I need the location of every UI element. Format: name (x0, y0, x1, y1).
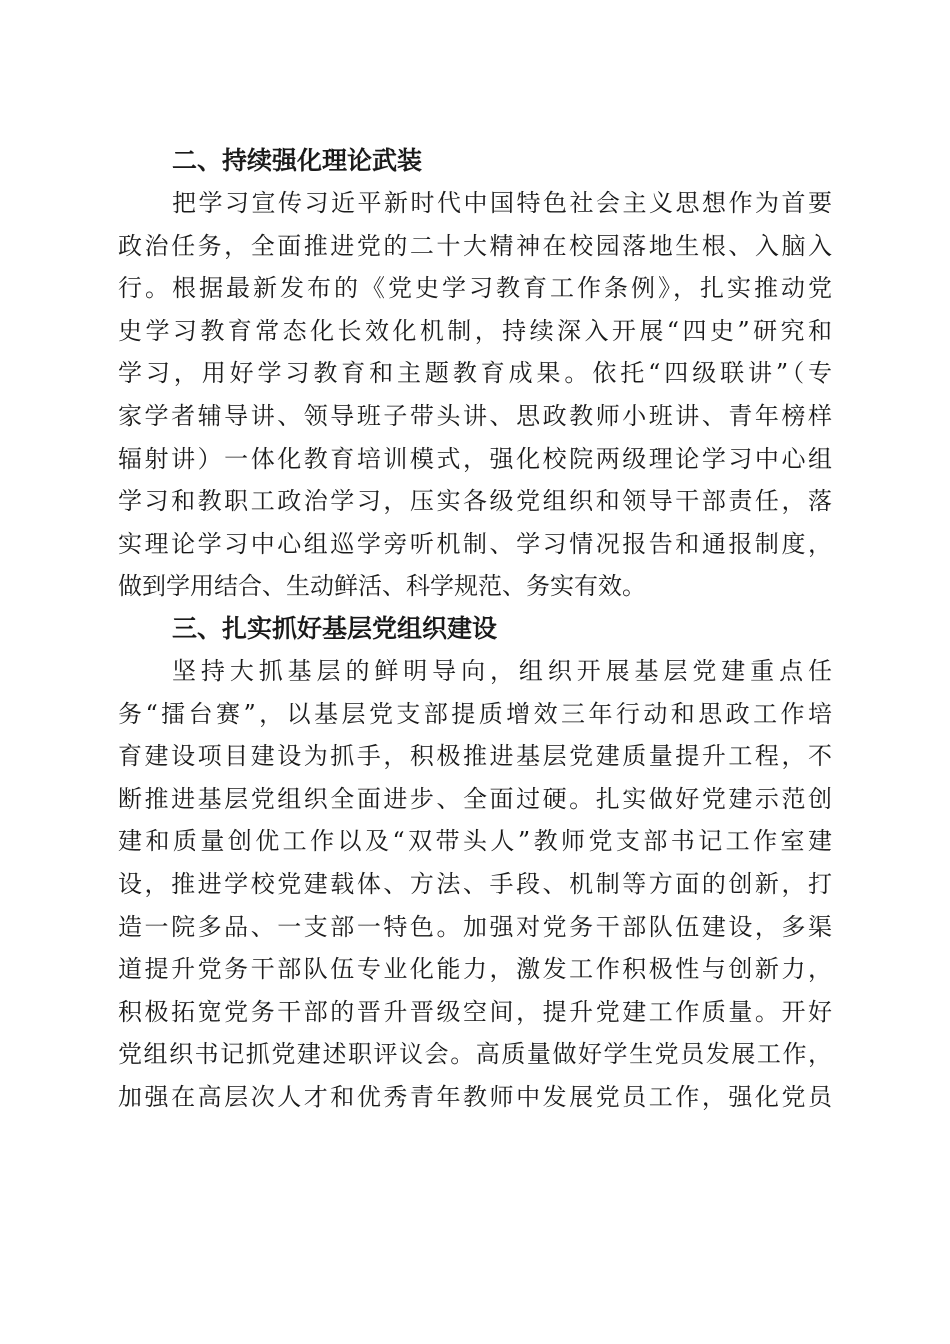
section-paragraph-grassroots (118, 650, 832, 1119)
text-line: 设，推进学校党建载体、方法、手段、机制等方面的创新，打 (118, 869, 832, 898)
text-line: 行。根据最新发布的《党史学习教育工作条例》，扎实推动党 (118, 274, 832, 303)
section-heading-theory: 二、持续强化理论武装 (172, 146, 423, 175)
text-line: 加强在高层次人才和优秀青年教师中发展党员工作，强化党员 (118, 1082, 832, 1111)
text-line: 学习和教职工政治学习，压实各级党组织和领导干部责任，落 (118, 487, 832, 516)
document-body (118, 140, 832, 1118)
text-line: 史学习教育常态化长效化机制，持续深入开展“四史”研究和 (118, 316, 832, 345)
text-line: 党组织书记抓党建述职评议会。高质量做好学生党员发展工作， (118, 1040, 832, 1069)
text-line: 育建设项目建设为抓手，积极推进基层党建质量提升工程，不 (118, 742, 832, 771)
text-line: 政治任务，全面推进党的二十大精神在校园落地生根、入脑入 (118, 231, 832, 260)
text-line: 造一院多品、一支部一特色。加强对党务干部队伍建设，多渠 (118, 912, 832, 941)
text-line: 辐射讲）一体化教育培训模式，强化校院两级理论学习中心组 (118, 444, 832, 473)
text-line: 建和质量创优工作以及“双带头人”教师党支部书记工作室建 (118, 827, 832, 856)
section-paragraph-theory (118, 182, 832, 608)
section-heading-grassroots: 三、扎实抓好基层党组织建设 (172, 613, 498, 643)
text-line: 家学者辅导讲、领导班子带头讲、思政教师小班讲、青年榜样 (118, 401, 832, 430)
text-line: 积极拓宽党务干部的晋升晋级空间，提升党建工作质量。开好 (118, 997, 832, 1026)
text-line: 坚持大抓基层的鲜明导向，组织开展基层党建重点任 (172, 656, 832, 685)
text-line: 把学习宣传习近平新时代中国特色社会主义思想作为首要 (172, 189, 832, 217)
text-line: 道提升党务干部队伍专业化能力，激发工作积极性与创新力， (118, 955, 832, 984)
text-line: 学习，用好学习教育和主题教育成果。依托“四级联讲”（专 (118, 359, 832, 388)
text-line: 务“擂台赛”，以基层党支部提质增效三年行动和思政工作培 (118, 699, 832, 728)
text-line: 断推进基层党组织全面进步、全面过硬。扎实做好党建示范创 (118, 784, 832, 813)
text-line: 实理论学习中心组巡学旁听机制、学习情况报告和通报制度， (118, 529, 832, 558)
text-line: 做到学用结合、生动鲜活、科学规范、务实有效。 (118, 572, 646, 601)
